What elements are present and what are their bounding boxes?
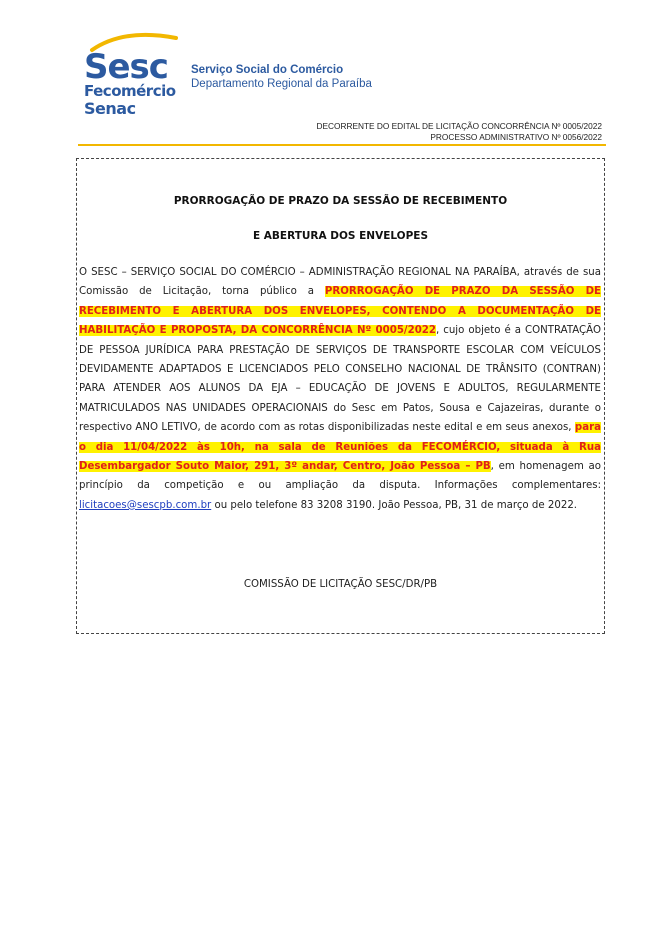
logo-text-senac: Senac bbox=[84, 99, 136, 118]
organization-department: Departamento Regional da Paraíba bbox=[191, 78, 372, 90]
logo-text-sesc: Sesc bbox=[84, 47, 168, 87]
organization-name: Serviço Social do Comércio bbox=[191, 64, 344, 76]
notice-title-line1: PRORROGAÇÃO DE PRAZO DA SESSÃO DE RECEBIMENTO bbox=[173, 195, 508, 207]
body-after: , em homenagem ao princípio da competição e ou ampliação da disputa. Informações complementares: bbox=[79, 461, 601, 492]
processo-reference: PROCESSO ADMINISTRATIVO Nº 0056/2022 bbox=[430, 132, 602, 142]
notice-title-line2: E ABERTURA DOS ENVELOPES bbox=[252, 230, 429, 242]
header-divider bbox=[78, 144, 606, 146]
signature: COMISSÃO DE LICITAÇÃO SESC/DR/PB bbox=[243, 579, 438, 590]
body-end: ou pelo telefone 83 3208 3190. João Pessoa, PB, 31 de março de 2022. bbox=[211, 499, 578, 511]
sesc-fecomercio-senac-logo bbox=[84, 26, 184, 122]
email-link[interactable]: licitacoes@sescpb.com.br bbox=[79, 499, 212, 511]
highlight-new-date-location: para o dia 11/04/2022 às 10h, na sala de Reuniões da FECOMÉRCIO, situada à Rua Desembargador Souto Maior, 291, 3º andar, Centro, João Pessoa – PB bbox=[79, 422, 601, 473]
edital-reference: DECORRENTE DO EDITAL DE LICITAÇÃO CONCORRÊNCIA Nº 0005/2022 bbox=[316, 121, 602, 131]
highlight-prorrogacao: PRORROGAÇÃO DE PRAZO DA SESSÃO DE RECEBIMENTO E ABERTURA DOS ENVELOPES, CONTENDO A DOCUMENTAÇÃO DE HABILITAÇÃO E PROPOSTA, DA CONCORRÊNCIA Nº 0005/2022 bbox=[79, 286, 601, 337]
body-intro: O SESC – SERVIÇO SOCIAL DO COMÉRCIO – ADMINISTRAÇÃO REGIONAL NA PARAÍBA, através de sua Comissão de Licitação, torna público a bbox=[79, 267, 601, 298]
notice-body bbox=[79, 263, 601, 515]
document-references bbox=[316, 121, 602, 143]
organization-header bbox=[191, 63, 372, 91]
notice-box bbox=[76, 158, 605, 634]
body-object: , cujo objeto é a CONTRATAÇÃO DE PESSOA JURÍDICA PARA PRESTAÇÃO DE SERVIÇOS DE TRANSPORTE ESCOLAR COM VEÍCULOS DEVIDAMENTE ADAPTADOS E LICENCIADOS PELO CONSELHO NACIONAL DE TRÂNSITO (CONTRAN) PARA ATENDER AOS ALUNOS DA EJA – EDUCAÇÃO DE JOVENS E ADULTOS, REGULARMENTE MATRICULADOS NAS UNIDADES OPERACIONAIS do Sesc em Patos, Sousa e Cajazeiras, durante o respectivo ANO LETIVO, de acordo com as rotas disponibilizadas neste edital e em seus anexos, bbox=[79, 325, 601, 434]
logo-text-fecomercio: Fecomércio bbox=[84, 82, 176, 100]
